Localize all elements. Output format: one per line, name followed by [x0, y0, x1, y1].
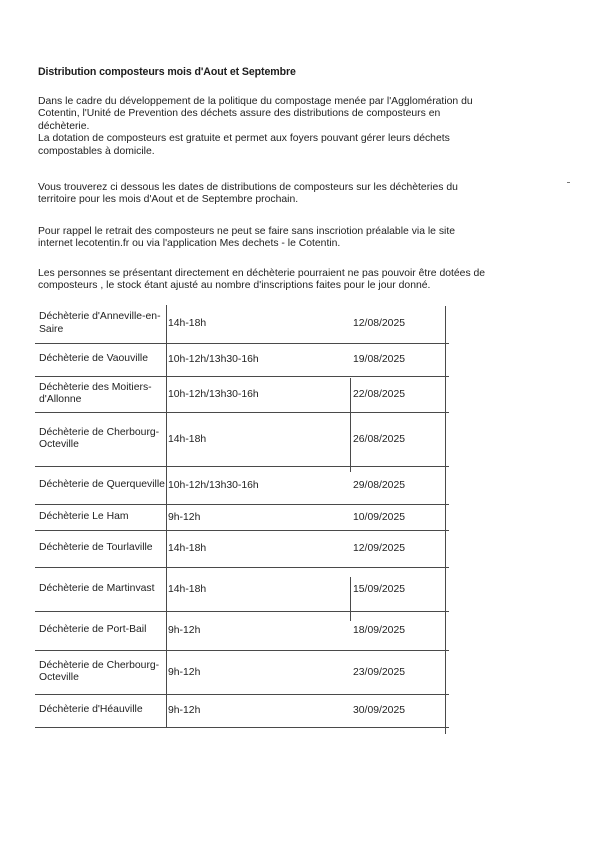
table-row [35, 343, 449, 376]
paragraph-line: La dotation de composteurs est gratuite et permet aux foyers pouvant gérer leurs déchets [38, 133, 450, 145]
intro-paragraph [38, 96, 558, 158]
scan-artifact [567, 182, 570, 183]
date-column-rule [350, 577, 351, 621]
table-row [35, 611, 449, 650]
table-row [35, 567, 449, 611]
paragraph-line: composteurs , le stock étant ajusté au nombre d'inscriptions faites pour le jour donné. [38, 280, 431, 292]
date-column-rule [350, 378, 351, 472]
hours-cell: 9h-12h [167, 650, 354, 694]
table-row [35, 466, 449, 504]
paragraph-line: Les personnes se présentant directement en déchèterie pourraient ne pas pouvoir être dotées de [38, 268, 486, 279]
hours-cell: 10h-12h/13h30-16h [167, 343, 354, 376]
site-name-cell: Déchèterie d'Héauville [35, 694, 167, 727]
site-name-cell: Déchèterie des Moitiers-d'Allonne [35, 376, 167, 412]
hours-cell: 14h-18h [167, 305, 354, 343]
site-name-cell: Déchèterie d'Anneville-en-Saire [35, 305, 167, 343]
site-name-cell: Déchèterie de Cherbourg-Octeville [35, 412, 167, 466]
notice-paragraph [38, 268, 558, 293]
paragraph-line: internet lecotentin.fr ou via l'application Mes dechets - le Cotentin. [38, 238, 341, 250]
date-cell: 12/08/2025 [353, 305, 449, 343]
paragraph-line: Pour rappel le retrait des composteurs ne peut se faire sans inscriotion préalable via le site [38, 226, 456, 237]
date-cell: 29/08/2025 [353, 466, 449, 504]
site-name-cell: Déchèterie de Vaouville [35, 343, 167, 376]
paragraph-line: Vous trouverez ci dessous les dates de distributions de composteurs sur les déchèteries du [38, 182, 458, 193]
date-cell: 22/08/2025 [353, 376, 449, 412]
table-row [35, 650, 449, 694]
date-cell: 12/09/2025 [353, 530, 449, 567]
hours-cell: 10h-12h/13h30-16h [167, 466, 354, 504]
date-cell: 23/09/2025 [353, 650, 449, 694]
paragraph-line: compostables à domicile. [38, 145, 155, 157]
site-name-cell: Déchèterie de Martinvast [35, 567, 167, 611]
site-name-cell: Déchèterie de Port-Bail [35, 611, 167, 650]
date-cell: 19/08/2025 [353, 343, 449, 376]
site-name-cell: Déchèterie Le Ham [35, 504, 167, 530]
hours-cell: 14h-18h [167, 567, 354, 611]
date-cell: 15/09/2025 [353, 567, 449, 611]
hours-cell: 10h-12h/13h30-16h [167, 376, 354, 412]
site-name-cell: Déchèterie de Tourlaville [35, 530, 167, 567]
paragraph-line: territoire pour les mois d'Aout et de Septembre prochain. [38, 194, 299, 206]
reminder-paragraph [38, 226, 558, 251]
hours-cell: 9h-12h [167, 504, 354, 530]
table-row [35, 376, 449, 412]
table-row [35, 305, 449, 343]
site-name-cell: Déchèterie de Cherbourg-Octeville [35, 650, 167, 694]
date-cell: 30/09/2025 [353, 694, 449, 727]
schedule-table [35, 305, 449, 728]
table-right-rule [445, 306, 446, 734]
hours-cell: 14h-18h [167, 412, 354, 466]
hours-cell: 14h-18h [167, 530, 354, 567]
table-row [35, 530, 449, 567]
site-name-cell: Déchèterie de Querqueville [35, 466, 167, 504]
document-title: Distribution composteurs mois d'Aout et Septembre [38, 66, 296, 78]
dates-paragraph [38, 182, 558, 207]
date-cell: 18/09/2025 [353, 611, 449, 650]
paragraph-line: Cotentin, l'Unité de Prevention des déchets assure des distributions de composteurs en [38, 108, 441, 120]
hours-cell: 9h-12h [167, 694, 354, 727]
table-row [35, 412, 449, 466]
table-row [35, 504, 449, 530]
table-row [35, 694, 449, 727]
date-cell: 26/08/2025 [353, 412, 449, 466]
date-cell: 10/09/2025 [353, 504, 449, 530]
paragraph-line: déchèterie. [38, 120, 90, 132]
hours-cell: 9h-12h [167, 611, 354, 650]
paragraph-line: Dans le cadre du développement de la politique du compostage menée par l'Agglomération du [38, 96, 473, 107]
